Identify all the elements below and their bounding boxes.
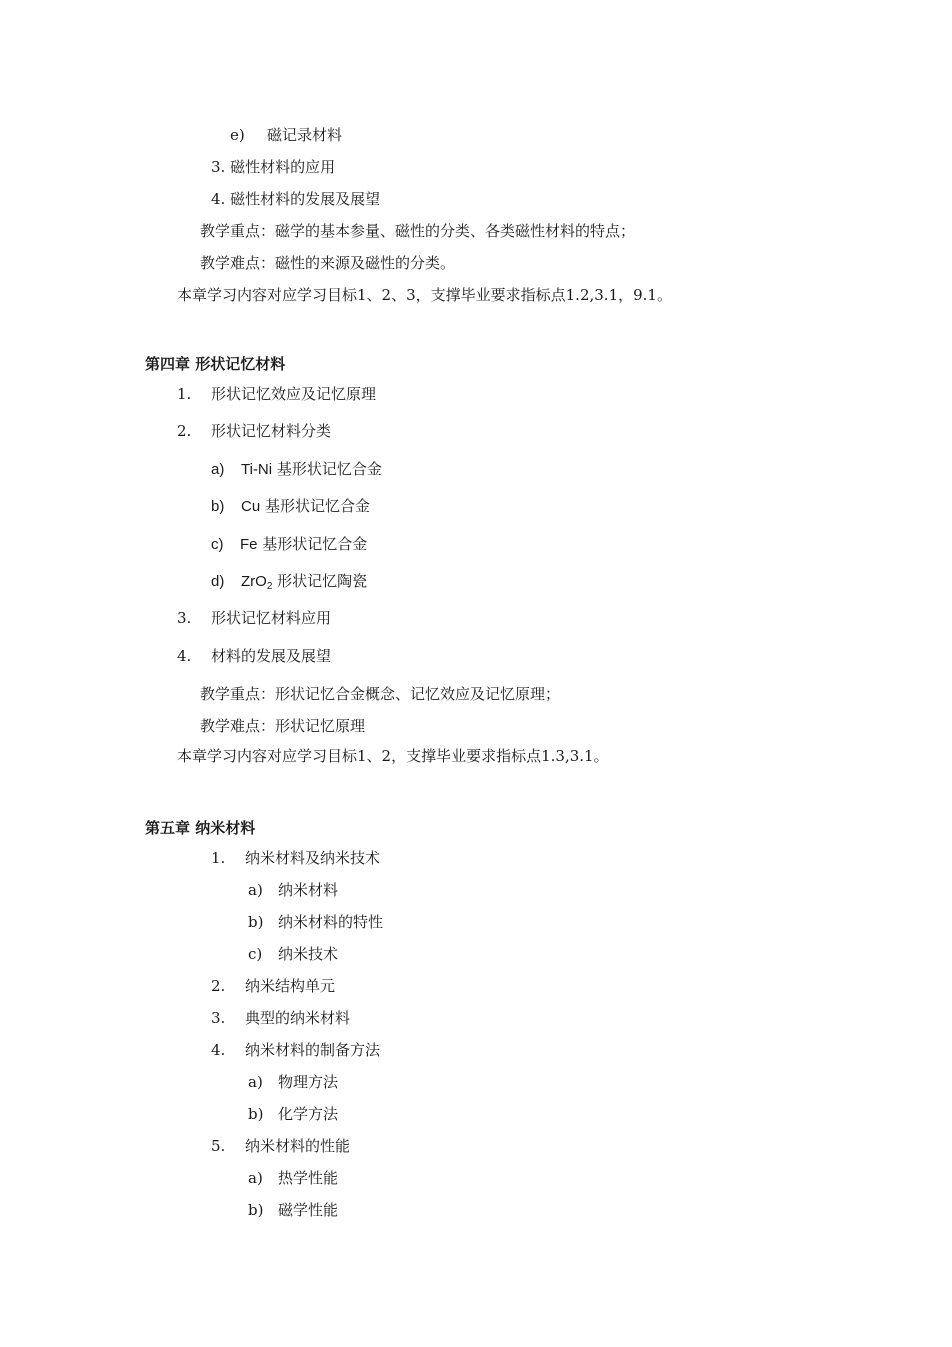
ch4-sub-d [211, 571, 367, 597]
ch5-item-5b [248, 1200, 338, 1220]
list-text: 基形状记忆合金 [262, 535, 368, 553]
ch3-objectives: 本章学习内容对应学习目标1、2、3，支撑毕业要求指标点1.2,3.1，9.1。 [177, 286, 672, 304]
ch5-item-1b [248, 912, 383, 932]
list-marker: 4. [211, 1041, 226, 1059]
list-marker: d) [211, 573, 225, 590]
list-marker: 2. [177, 422, 192, 440]
list-text: 纳米材料的制备方法 [245, 1041, 381, 1059]
ch5-item-5 [211, 1136, 350, 1156]
list-marker: b) [248, 1105, 264, 1123]
ch5-item-3 [211, 1008, 350, 1028]
list-text: 化学方法 [278, 1105, 339, 1123]
list-marker: 3. [177, 609, 192, 627]
list-text: 纳米结构单元 [245, 977, 336, 995]
list-text: 纳米材料及纳米技术 [245, 849, 381, 867]
chapter-5-title: 第五章 纳米材料 [145, 819, 256, 837]
ch3-item-3: 3. 磁性材料的应用 [211, 158, 336, 176]
ch5-item-1c [248, 944, 338, 964]
subscript: 2 [266, 581, 273, 592]
ch5-item-1 [211, 848, 380, 868]
list-marker: a) [248, 1073, 263, 1091]
ch3-difficulties: 教学难点：磁性的来源及磁性的分类。 [200, 254, 456, 272]
list-marker: b) [248, 1201, 264, 1219]
list-marker: e) [230, 126, 245, 144]
compound-prefix: ZrO [241, 573, 267, 590]
ch4-sub-c [211, 534, 367, 555]
ch4-item-2 [177, 421, 331, 441]
ch4-difficulties: 教学难点：形状记忆原理 [200, 717, 366, 735]
alloy-prefix: Ti-Ni [241, 461, 273, 478]
ch5-item-2 [211, 976, 335, 996]
ch3-item-e [230, 125, 342, 145]
list-text: 形状记忆效应及记忆原理 [211, 385, 377, 403]
list-text: 纳米材料 [278, 881, 339, 899]
list-marker: 2. [211, 977, 226, 995]
list-marker: 1. [211, 849, 226, 867]
list-text: 材料的发展及展望 [211, 647, 332, 665]
ch3-item-4: 4. 磁性材料的发展及展望 [211, 190, 381, 208]
list-text: 纳米材料的性能 [245, 1137, 351, 1155]
list-marker: b) [248, 913, 264, 931]
list-text: 形状记忆材料分类 [211, 422, 332, 440]
ch4-item-3 [177, 608, 331, 628]
list-text: 形状记忆材料应用 [211, 609, 332, 627]
ch3-key-points: 教学重点：磁学的基本参量、磁性的分类、各类磁性材料的特点； [200, 222, 636, 240]
ch4-sub-a [211, 459, 382, 480]
ch4-key-points: 教学重点：形状记忆合金概念、记忆效应及记忆原理； [200, 685, 561, 703]
list-marker: 5. [211, 1137, 226, 1155]
list-marker: 3. [211, 1009, 226, 1027]
ch5-item-4b [248, 1104, 338, 1124]
list-marker: 1. [177, 385, 192, 403]
ch5-item-1a [248, 880, 338, 900]
list-text: 磁记录材料 [267, 126, 343, 144]
chapter-4-title: 第四章 形状记忆材料 [145, 355, 286, 373]
list-text: 物理方法 [278, 1073, 339, 1091]
ch4-item-1 [177, 384, 376, 404]
list-marker: b) [211, 498, 225, 515]
list-text: 典型的纳米材料 [245, 1009, 351, 1027]
list-marker: c) [211, 536, 224, 553]
list-text: 形状记忆陶瓷 [277, 572, 368, 590]
list-text: 纳米材料的特性 [278, 913, 384, 931]
list-text: 磁学性能 [278, 1201, 339, 1219]
list-marker: a) [248, 1169, 263, 1187]
list-marker: 4. [177, 647, 192, 665]
ch4-sub-b [211, 496, 370, 517]
ch4-item-4 [177, 646, 331, 666]
list-text: 基形状记忆合金 [276, 460, 382, 478]
alloy-prefix: Fe [240, 536, 258, 553]
ch5-item-5a [248, 1168, 338, 1188]
list-marker: a) [248, 881, 263, 899]
ch5-item-4 [211, 1040, 380, 1060]
list-text: 纳米技术 [278, 945, 339, 963]
ch5-item-4a [248, 1072, 338, 1092]
list-text: 热学性能 [278, 1169, 339, 1187]
list-marker: c) [248, 945, 263, 963]
ch4-objectives: 本章学习内容对应学习目标1、2，支撑毕业要求指标点1.3,3.1。 [177, 747, 609, 765]
list-text: 基形状记忆合金 [264, 497, 370, 515]
alloy-prefix: Cu [241, 498, 261, 515]
list-marker: a) [211, 461, 225, 478]
